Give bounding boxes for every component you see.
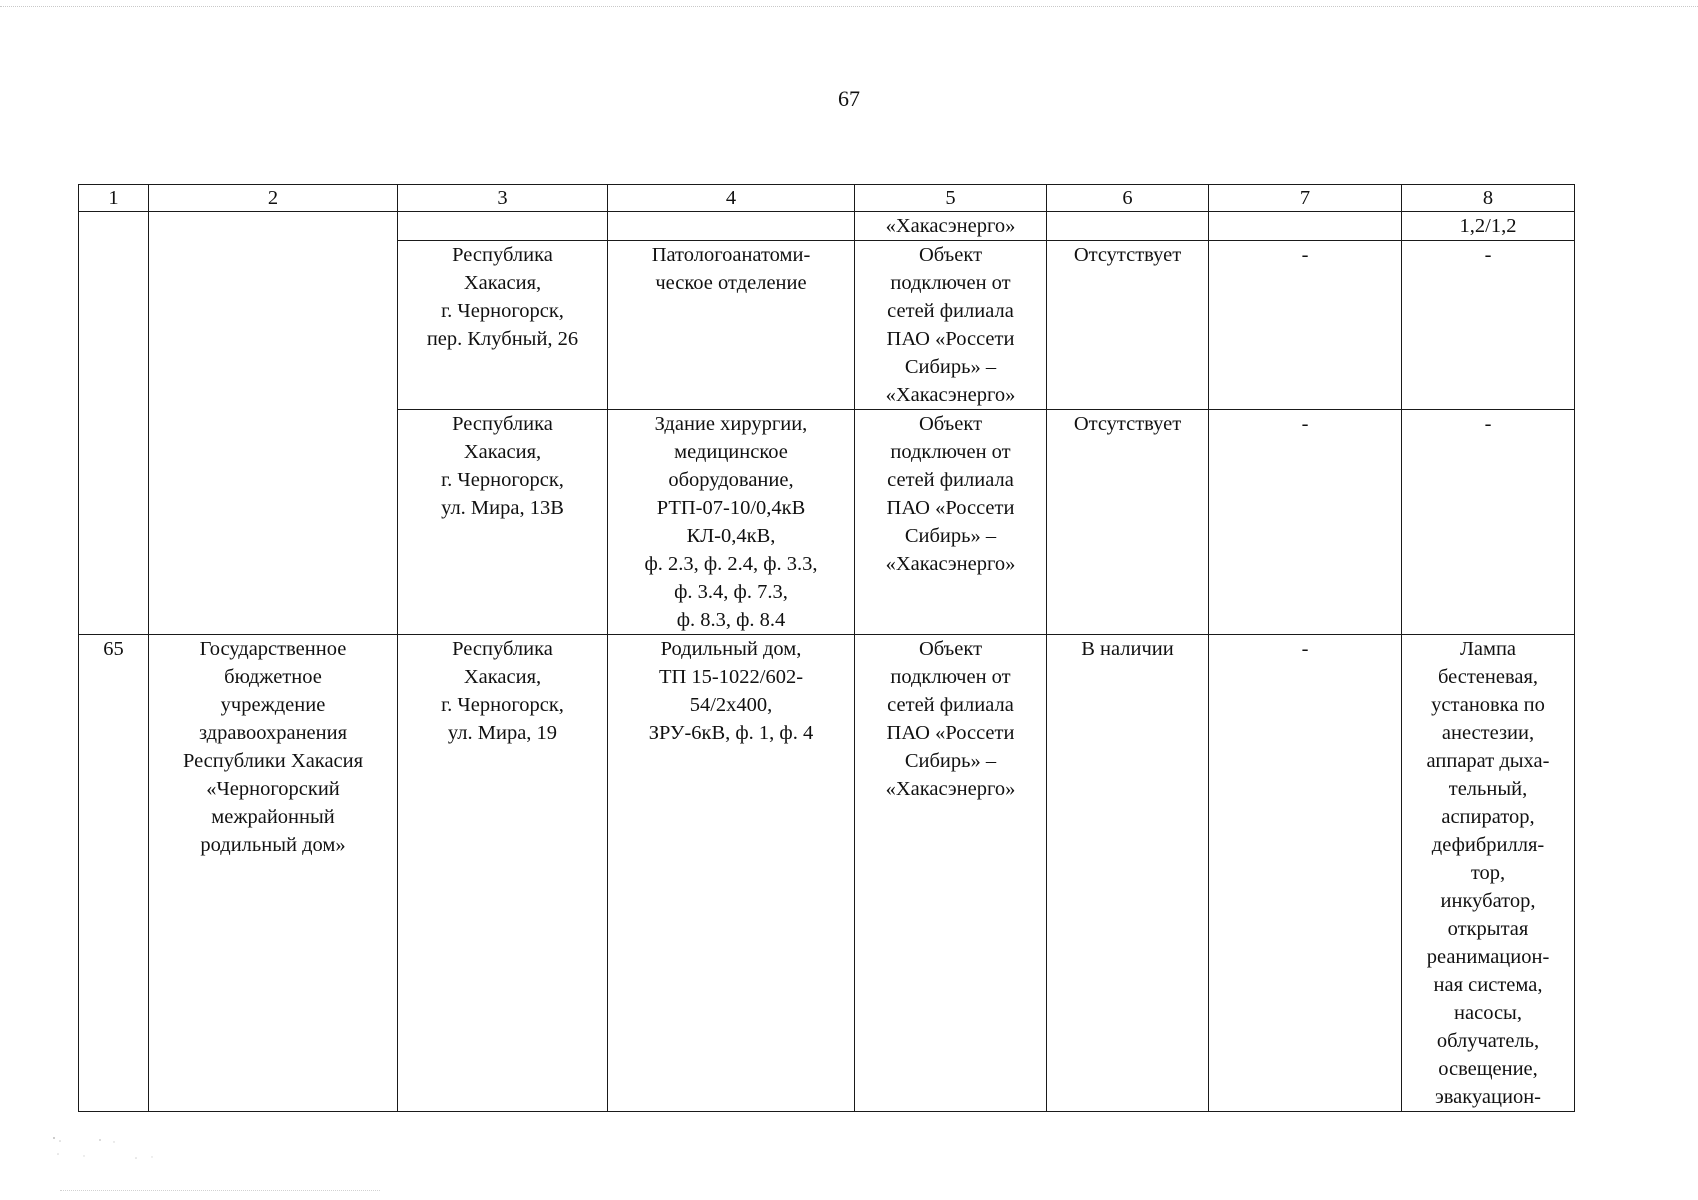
cell-organization: Государственное бюджетное учреждение здравоохранения Республики Хакасия «Черногорский межрайонный родильный дом» [149, 635, 398, 1112]
cell-col7: - [1209, 241, 1402, 410]
column-number-row [79, 185, 1575, 212]
cell-number: 65 [79, 635, 149, 1112]
cell-reserve-continued [1047, 212, 1209, 241]
cell-connection: Объект подключен от сетей филиала ПАО «Россети Сибирь» – «Хакасэнерго» [855, 635, 1047, 1112]
data-table [78, 184, 1575, 1112]
cell-connection: Объект подключен от сетей филиала ПАО «Россети Сибирь» – «Хакасэнерго» [855, 410, 1047, 635]
column-number-2: 2 [149, 185, 398, 212]
column-number-1: 1 [79, 185, 149, 212]
cell-col7: - [1209, 635, 1402, 1112]
cell-reserve: Отсутствует [1047, 410, 1209, 635]
column-number-5: 5 [855, 185, 1047, 212]
cell-col8-continued: 1,2/1,2 [1402, 212, 1575, 241]
page-number: 67 [838, 86, 860, 111]
cell-organization-continued [149, 212, 398, 635]
cell-object: Патологоанатоми- ческое отделение [608, 241, 855, 410]
cell-col7: - [1209, 410, 1402, 635]
column-number-6: 6 [1047, 185, 1209, 212]
scan-speck-marks [48, 1132, 168, 1172]
column-number-3: 3 [398, 185, 608, 212]
table-row-continued [79, 212, 1575, 241]
cell-col8: Лампа бестеневая, установка по анестезии, аппарат дыха- тельный, аспиратор, дефибрилля- тор, инкубатор, открытая реанимацион- ная система, насосы, облучатель, освещение, эвакуацион- [1402, 635, 1575, 1112]
scan-artifact-line [0, 6, 1698, 7]
scan-artifact-line [60, 1190, 380, 1191]
cell-connection: Объект подключен от сетей филиала ПАО «Россети Сибирь» – «Хакасэнерго» [855, 241, 1047, 410]
cell-address: Республика Хакасия, г. Черногорск, пер. Клубный, 26 [398, 241, 608, 410]
column-number-8: 8 [1402, 185, 1575, 212]
cell-address: Республика Хакасия, г. Черногорск, ул. Мира, 19 [398, 635, 608, 1112]
cell-reserve: Отсутствует [1047, 241, 1209, 410]
cell-reserve: В наличии [1047, 635, 1209, 1112]
cell-object: Здание хирургии, медицинское оборудование, РТП-07-10/0,4кВ КЛ-0,4кВ, ф. 2.3, ф. 2.4, ф. 3.3, ф. 3.4, ф. 7.3, ф. 8.3, ф. 8.4 [608, 410, 855, 635]
cell-col8: - [1402, 241, 1575, 410]
table-row [79, 635, 1575, 1112]
column-number-7: 7 [1209, 185, 1402, 212]
column-number-4: 4 [608, 185, 855, 212]
cell-address-continued [398, 212, 608, 241]
cell-address: Республика Хакасия, г. Черногорск, ул. Мира, 13В [398, 410, 608, 635]
cell-col7-continued [1209, 212, 1402, 241]
cell-object: Родильный дом, ТП 15-1022/602- 54/2х400, ЗРУ-6кВ, ф. 1, ф. 4 [608, 635, 855, 1112]
cell-object-continued [608, 212, 855, 241]
cell-connection-continued: «Хакасэнерго» [855, 212, 1047, 241]
cell-number-continued [79, 212, 149, 635]
cell-col8: - [1402, 410, 1575, 635]
